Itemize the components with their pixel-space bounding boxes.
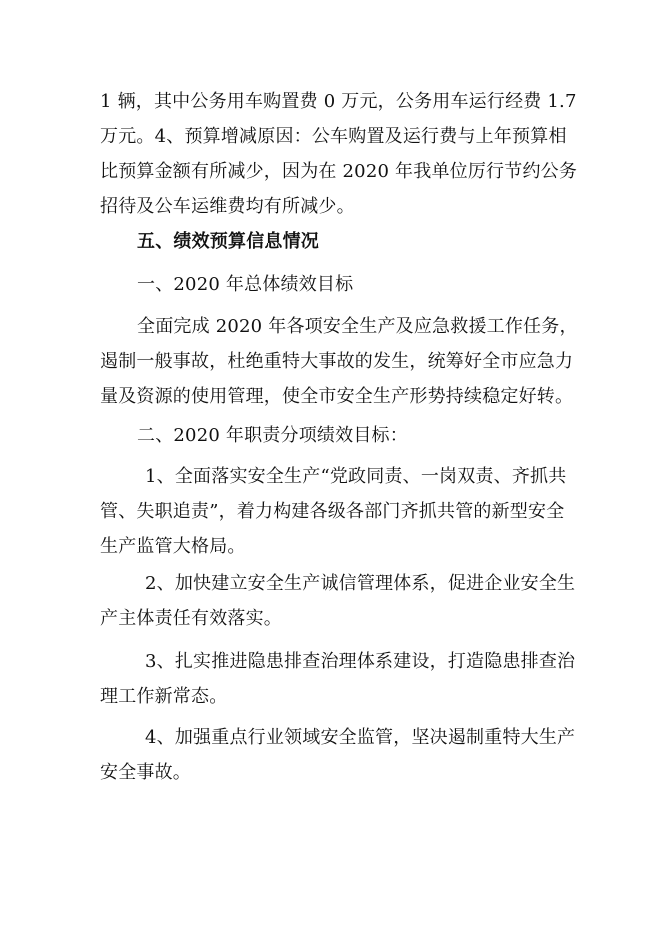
text-line: 全面完成 2020 年各项安全生产及应急救援工作任务，	[137, 316, 578, 337]
text-line: 比预算金额有所减少，因为在 2020 年我单位厉行节约公务	[100, 161, 578, 182]
text-line: 遏制一般事故，杜绝重特大事故的发生，统筹好全市应急力	[100, 351, 574, 372]
text-line: 4、加强重点行业领域安全监管，坚决遏制重特大生产	[145, 727, 576, 748]
paragraph-duty-goal-2	[100, 566, 576, 636]
heading-text: 一、2020 年总体绩效目标	[137, 274, 354, 295]
paragraph-duty-goal-1	[100, 459, 570, 564]
text-line: 3、扎实推进隐患排查治理体系建设，打造隐患排查治	[145, 651, 576, 672]
paragraph-duty-goal-3	[100, 644, 576, 714]
paragraph-overall-goal	[100, 309, 578, 414]
paragraph-duty-goal-4	[100, 720, 576, 790]
text-line: 产主体责任有效落实。	[100, 608, 282, 629]
paragraph-vehicle-budget	[100, 84, 578, 224]
heading-text: 五、绩效预算信息情况	[137, 231, 319, 252]
text-line: 量及资源的使用管理，使全市安全生产形势持续稳定好转。	[100, 386, 574, 407]
heading-text: 二、2020 年职责分项绩效目标：	[137, 425, 408, 446]
text-line: 生产监管大格局。	[100, 536, 246, 557]
text-line: 安全事故。	[100, 762, 191, 783]
section-five-heading	[137, 224, 607, 259]
text-line: 1、全面落实安全生产“党政同责、一岗双责、齐抓共	[145, 466, 567, 487]
text-line: 管、失职追责”，着力构建各级各部门齐抓共管的新型安全	[100, 501, 565, 522]
duty-goal-heading	[137, 418, 607, 453]
text-line: 招待及公车运维费均有所减少。	[100, 196, 355, 217]
text-line: 理工作新常态。	[100, 686, 228, 707]
text-line: 万元。4、预算增减原因：公车购置及运行费与上年预算相	[100, 126, 567, 147]
text-line: 2、加快建立安全生产诚信管理体系，促进企业安全生	[145, 573, 576, 594]
text-line: 1 辆，其中公务用车购置费 0 万元，公务用车运行经费 1.7	[100, 91, 577, 112]
overall-goal-heading	[137, 267, 607, 302]
